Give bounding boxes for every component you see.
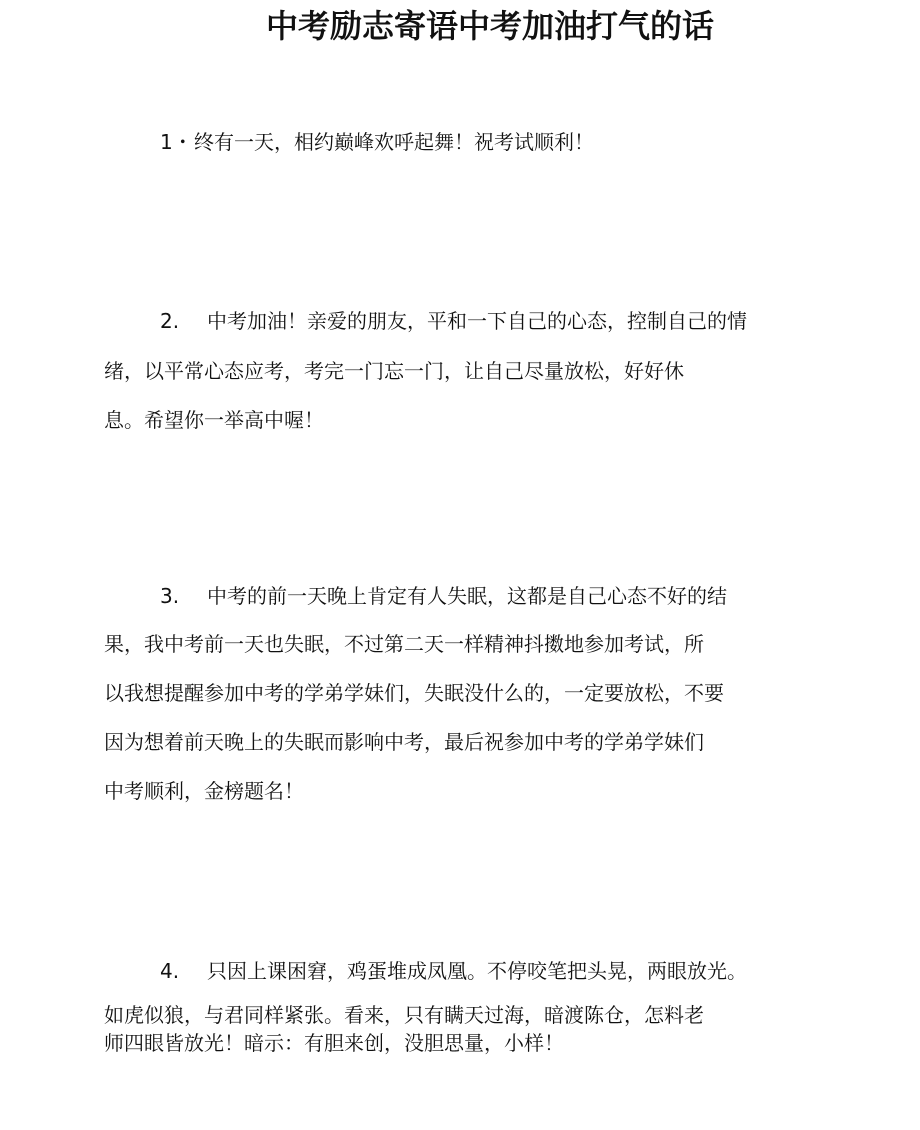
item-1-line-1: 1・终有一天，相约巅峰欢呼起舞！祝考试顺利！ — [160, 130, 594, 154]
item-3-line-4: 因为想着前天晚上的失眠而影响中考，最后祝参加中考的学弟学妹们 — [104, 730, 704, 754]
item-3-line-3: 以我想提醒参加中考的学弟学妹们，失眠没什么的，一定要放松，不要 — [104, 681, 724, 705]
item-4-line-2: 如虎似狼，与君同样紧张。看来，只有瞒天过海，暗渡陈仓，怎料老 — [104, 1003, 704, 1027]
item-3-line-1: 3. 中考的前一天晚上肯定有人失眠，这都是自己心态不好的结 — [160, 584, 727, 608]
item-4-line-3: 师四眼皆放光！暗示：有胆来创，没胆思量，小样！ — [104, 1031, 564, 1055]
item-2-number: 2. — [160, 309, 180, 333]
item-4-number: 4. — [160, 959, 180, 983]
item-3-line-2: 果，我中考前一天也失眠，不过第二天一样精神抖擞地参加考试，所 — [104, 632, 704, 656]
item-3-number: 3. — [160, 584, 180, 608]
item-2-line-3: 息。希望你一举高中喔！ — [104, 408, 324, 432]
item-3-line-5: 中考顺利，金榜题名！ — [104, 779, 304, 803]
document-title: 中考励志寄语中考加油打气的话 — [265, 7, 714, 45]
item-4-line-1: 4. 只因上课困窘，鸡蛋堆成凤凰。不停咬笔把头晃，两眼放光。 — [160, 959, 747, 983]
item-1-number: 1・ — [160, 130, 193, 154]
item-2-line-2: 绪，以平常心态应考，考完一门忘一门，让自己尽量放松，好好休 — [104, 359, 684, 383]
item-2-line-1: 2. 中考加油！亲爱的朋友，平和一下自己的心态，控制自己的情 — [160, 309, 747, 333]
